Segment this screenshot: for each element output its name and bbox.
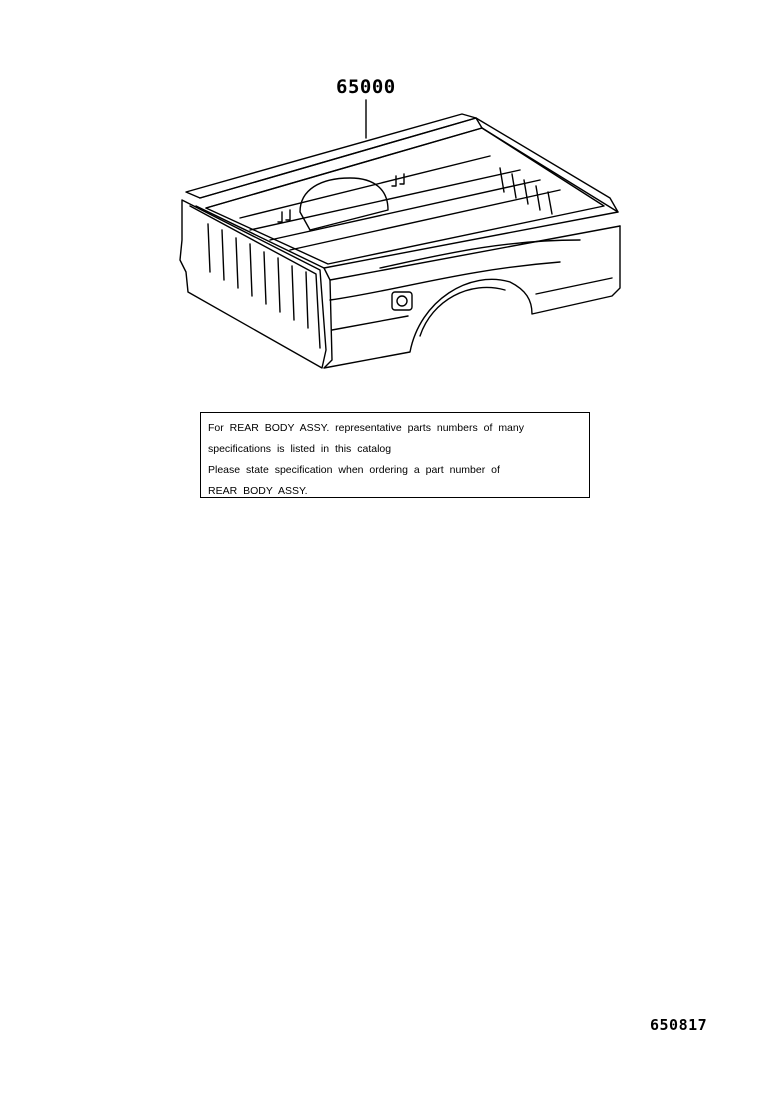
note-line-3: Please state specification when ordering a part number of — [208, 464, 500, 476]
note-line-2: specifications is listed in this catalog — [208, 443, 392, 455]
front-wall-ribs — [500, 168, 552, 214]
callout-part-number: 65000 — [336, 76, 396, 98]
figure-id: 650817 — [650, 1016, 708, 1034]
bed-floor — [206, 128, 604, 264]
note-line-1: For REAR BODY ASSY. representative parts numbers of many — [208, 422, 524, 434]
rear-body-assembly-drawing — [0, 0, 760, 400]
note-line-4: REAR BODY ASSY. — [208, 485, 308, 497]
ordering-note — [200, 412, 590, 498]
